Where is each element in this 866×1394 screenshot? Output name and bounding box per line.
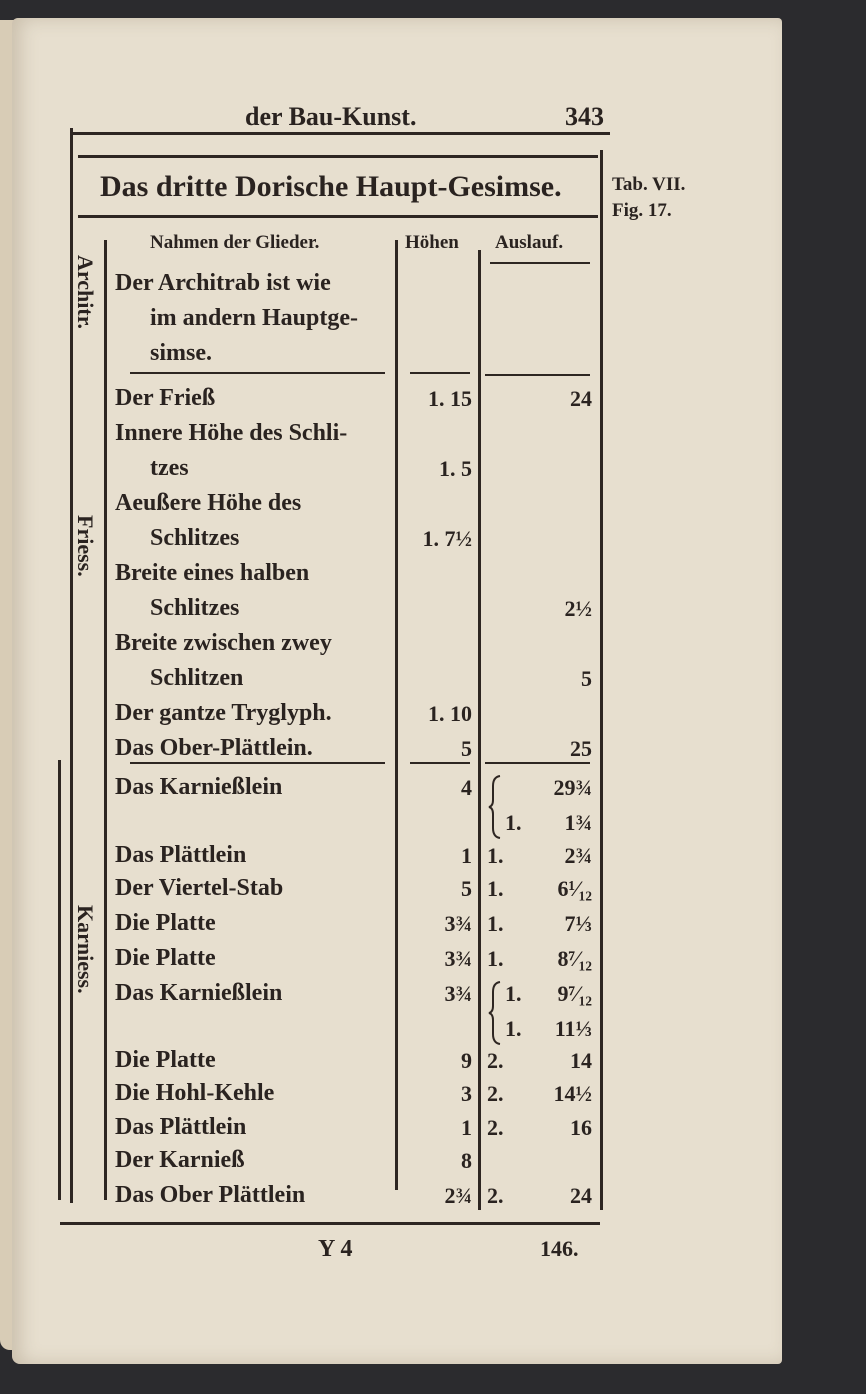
running-head: der Bau-Kunst. — [245, 102, 417, 131]
member-name: Schlitzen — [150, 665, 244, 691]
auslauf-value: 1¾ — [564, 810, 592, 835]
hoehen-value: 2¾ — [444, 1183, 472, 1208]
member-name: tzes — [150, 455, 189, 481]
auslauf-prefix: 1. — [487, 911, 504, 936]
auslauf-value: 2¾ — [564, 843, 592, 868]
auslauf-value: 5 — [581, 666, 592, 691]
auslauf-value: 24 — [570, 386, 592, 411]
column-header-hoehen: Höhen — [405, 232, 459, 253]
member-name: Das Karnießlein — [115, 980, 283, 1006]
section-label-fries: Friess. — [73, 515, 98, 577]
brace-icon — [488, 980, 502, 1046]
rule-line — [478, 250, 481, 1210]
column-header-auslauf: Auslauf. — [495, 232, 564, 253]
auslauf-value: 9⁷⁄₁₂ — [557, 981, 592, 1006]
member-name: Die Platte — [115, 1047, 216, 1073]
rule-line — [60, 1222, 600, 1225]
hoehen-value: 1. 15 — [428, 386, 472, 411]
rule-line — [410, 372, 470, 374]
hoehen-value: 1 — [461, 843, 472, 868]
auslauf-value: 7⅓ — [564, 911, 592, 936]
hoehen-value: 3¾ — [444, 981, 472, 1006]
signature-mark: Y 4 — [318, 1236, 353, 1262]
hoehen-value: 3¾ — [444, 911, 472, 936]
rule-line — [600, 150, 603, 1210]
member-name: Schlitzes — [150, 595, 240, 621]
member-name: im andern Hauptge- — [150, 305, 359, 331]
member-name: simse. — [150, 340, 212, 366]
member-name: Das Karnießlein — [115, 774, 283, 800]
section-label-architrav: Architr. — [73, 255, 98, 329]
hoehen-value: 5 — [461, 876, 472, 901]
hoehen-value: 1. 5 — [439, 456, 472, 481]
auslauf-prefix: 1. — [487, 876, 504, 901]
member-name: Der Frieß — [115, 385, 216, 411]
auslauf-value: 14 — [570, 1048, 592, 1073]
rule-line — [78, 155, 598, 158]
auslauf-prefix: 2. — [487, 1115, 504, 1140]
column-header-name: Nahmen der Glieder. — [150, 232, 320, 253]
member-name: Der Karnieß — [115, 1147, 245, 1173]
auslauf-value: 11⅓ — [554, 1016, 592, 1041]
rule-line — [78, 215, 598, 218]
catchword: 146. — [540, 1236, 579, 1261]
rule-line — [70, 132, 610, 135]
rule-line — [70, 128, 73, 1203]
hoehen-value: 3 — [461, 1081, 472, 1106]
hoehen-value: 5 — [461, 736, 472, 761]
member-name: Das Ober Plättlein — [115, 1182, 306, 1208]
auslauf-prefix: 1. — [505, 981, 522, 1006]
auslauf-value: 8⁷⁄₁₂ — [557, 946, 592, 971]
section-label-karniess: Karniess. — [73, 905, 98, 994]
member-name: Breite eines halben — [115, 560, 310, 586]
hoehen-value: 3¾ — [444, 946, 472, 971]
member-name: Das Plättlein — [115, 842, 247, 868]
auslauf-prefix: 1. — [505, 1016, 522, 1041]
hoehen-value: 1. 10 — [428, 701, 472, 726]
auslauf-prefix: 1. — [487, 843, 504, 868]
member-name: Der Viertel-Stab — [115, 875, 284, 901]
hoehen-value: 9 — [461, 1048, 472, 1073]
rule-line — [490, 262, 590, 264]
plate-fig: Fig. 17. — [612, 200, 672, 221]
hoehen-value: 1 — [461, 1115, 472, 1140]
member-name: Die Platte — [115, 910, 216, 936]
member-name: Die Platte — [115, 945, 216, 971]
hoehen-value: 1. 7½ — [422, 526, 472, 551]
member-name: Breite zwischen zwey — [115, 630, 332, 656]
table-title: Das dritte Dorische Haupt-Gesimse. — [100, 170, 562, 203]
auslauf-value: 2½ — [564, 596, 592, 621]
member-name: Schlitzes — [150, 525, 240, 551]
auslauf-value: 16 — [570, 1115, 592, 1140]
member-name: Aeußere Höhe des — [115, 490, 302, 516]
rule-line — [130, 372, 385, 374]
member-name: Der Architrab ist wie — [115, 270, 331, 296]
member-name: Das Ober-Plättlein. — [115, 735, 313, 761]
page-number: 343 — [565, 102, 604, 131]
auslauf-value: 29¾ — [553, 775, 592, 800]
rule-line — [104, 240, 107, 1200]
rule-line — [485, 374, 590, 376]
auslauf-value: 24 — [570, 1183, 592, 1208]
rule-line — [58, 760, 61, 1200]
auslauf-prefix: 2. — [487, 1081, 504, 1106]
member-name: Die Hohl-Kehle — [115, 1080, 275, 1106]
brace-icon — [488, 774, 502, 840]
member-name: Das Plättlein — [115, 1114, 247, 1140]
auslauf-prefix: 2. — [487, 1183, 504, 1208]
member-name: Innere Höhe des Schli- — [115, 420, 348, 446]
auslauf-value: 25 — [570, 736, 592, 761]
auslauf-value: 6¹⁄₁₂ — [557, 876, 592, 901]
plate-tab: Tab. VII. — [612, 174, 686, 195]
rule-line — [395, 240, 398, 1190]
auslauf-prefix: 2. — [487, 1048, 504, 1073]
auslauf-prefix: 1. — [505, 810, 522, 835]
auslauf-prefix: 1. — [487, 946, 504, 971]
auslauf-value: 14½ — [553, 1081, 592, 1106]
hoehen-value: 4 — [461, 775, 472, 800]
plate-reference — [612, 172, 685, 224]
hoehen-value: 8 — [461, 1148, 472, 1173]
member-name: Der gantze Tryglyph. — [115, 700, 332, 726]
